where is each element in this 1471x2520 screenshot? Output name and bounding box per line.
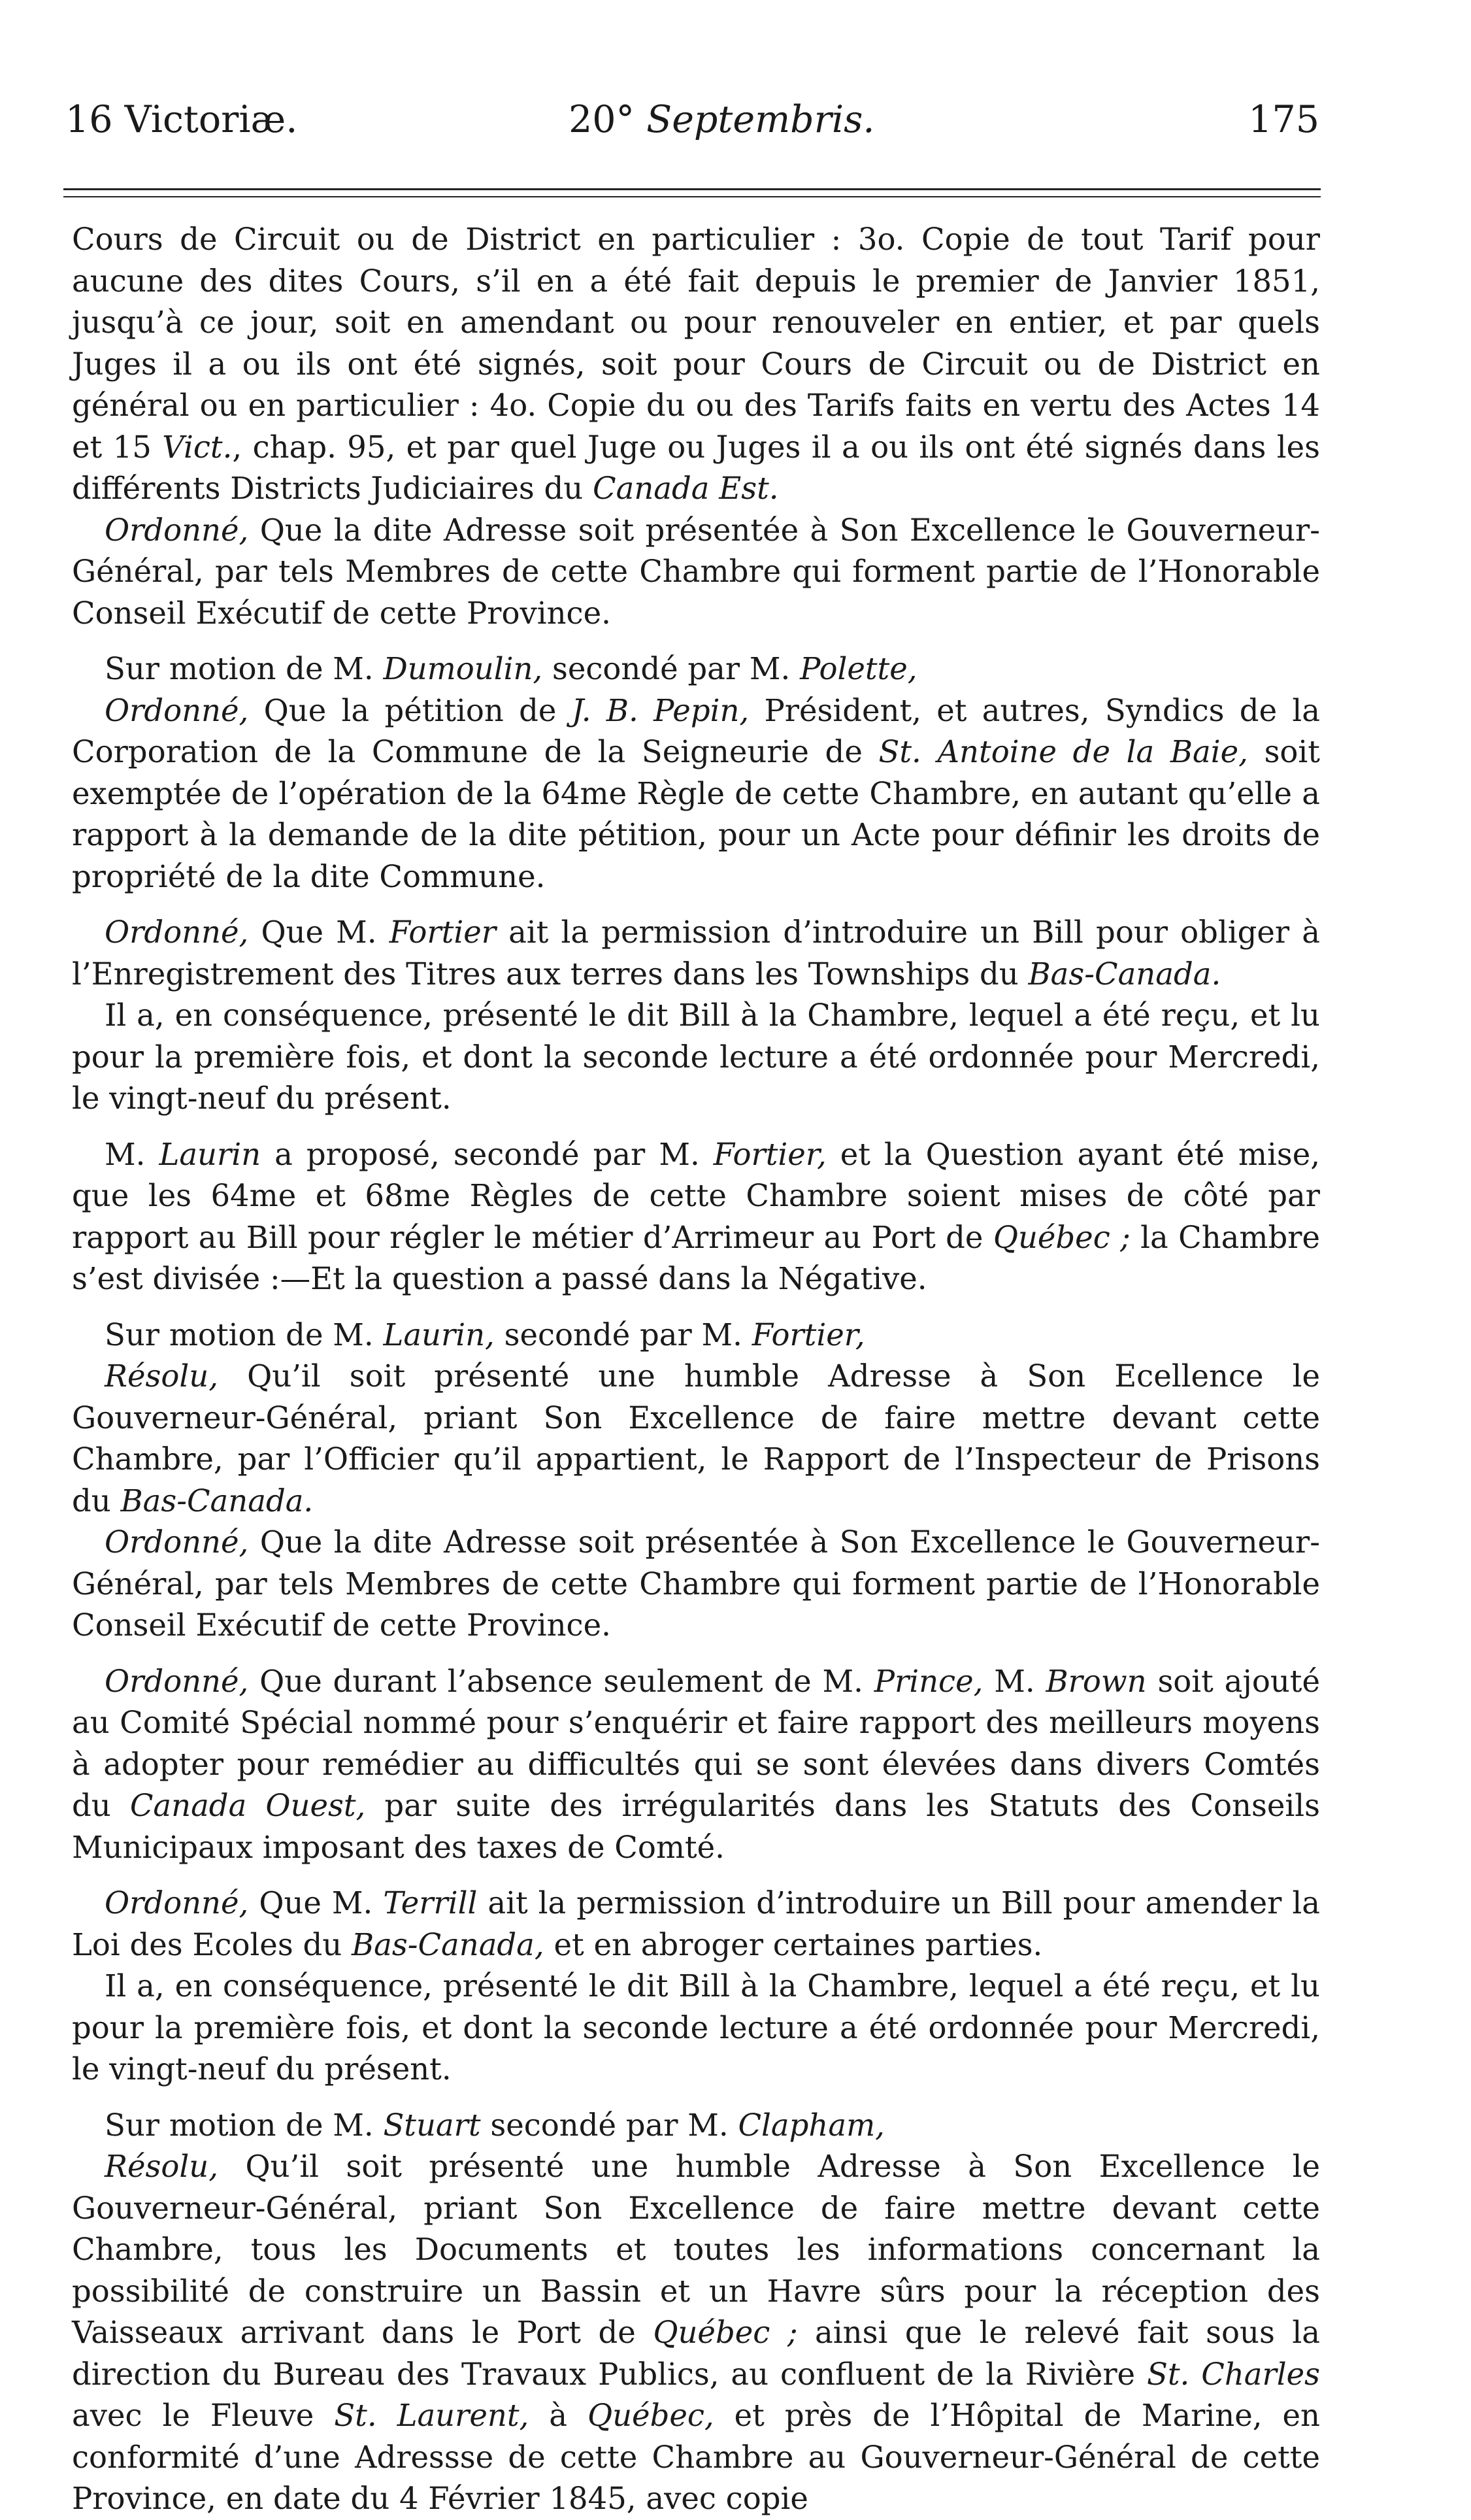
text-run: Que durant l’absence seulement de M.: [248, 1663, 874, 1699]
text-run: la Chambre s’est divisée :—Et la question a passé dans la Négative.: [72, 1219, 1320, 1296]
italic-run: Ordonné,: [105, 1524, 249, 1560]
italic-run: Brown: [1046, 1663, 1147, 1699]
page-number: 175: [1248, 98, 1319, 141]
paragraph: [72, 1134, 1320, 1300]
italic-run: Laurin: [159, 1136, 261, 1172]
page-body: [72, 219, 1320, 2520]
italic-run: St. Laurent,: [334, 2398, 529, 2433]
italic-run: Fortier,: [713, 1136, 827, 1172]
text-run: Qu’il soit présenté une humble Adresse à Son Excellence le Gouverneur-Général, priant Son Excellence de faire mettre devant cette Chambre, tous les Documents et toutes les informations concernant la possibilité de construire un Bassin et un Havre sûrs pour la réception des Vaisseaux arrivant dans le Port de: [72, 2149, 1320, 2350]
header-regnal-year: 16 Victoriæ.: [65, 98, 298, 141]
text-run: et près de l’Hôpital de Marine, en conformité d’une Adressse de cette Chambre au Gouverneur-Général de cette Province, en date du 4 Février 1845, avec copie: [72, 2398, 1320, 2516]
text-run: a proposé, secondé par M.: [261, 1136, 714, 1172]
text-run: Sur motion de M.: [105, 651, 384, 686]
italic-run: Fortier: [389, 915, 496, 950]
italic-run: Bas-Canada.: [1028, 956, 1221, 992]
italic-run: Vict.: [162, 429, 233, 465]
text-run: Il a, en conséquence, présenté le dit Bill à la Chambre, lequel a été reçu, et lu pour la première fois, et dont la seconde lecture a été ordonnée pour Mercredi, le vingt-neuf du présent.: [72, 1968, 1320, 2087]
text-run: Sur motion de M.: [105, 2107, 384, 2143]
italic-run: Ordonné,: [105, 1885, 249, 1921]
italic-run: St. Charles: [1147, 2356, 1320, 2392]
text-run: et en abroger certaines parties.: [544, 1926, 1043, 1962]
italic-run: Ordonné,: [105, 1663, 249, 1699]
italic-run: Québec,: [587, 2398, 714, 2433]
italic-run: Résolu,: [105, 2149, 218, 2184]
italic-run: Ordonné,: [105, 692, 249, 728]
italic-run: Stuart: [383, 2107, 481, 2143]
italic-run: Ordonné,: [105, 915, 249, 950]
text-run: Que M.: [248, 915, 389, 950]
text-run: Que M.: [248, 1885, 384, 1921]
paragraph: [72, 995, 1320, 1120]
text-run: soit ajouté au Comité Spécial nommé pour s’enquérir et faire rapport des meilleurs moyens à adopter pour remédier au difficultés qui se sont élevées dans divers Comtés du: [72, 1663, 1320, 1823]
italic-run: Canada Ouest,: [129, 1788, 366, 1823]
italic-run: Ordonné,: [105, 512, 249, 548]
text-run: Sur motion de M.: [105, 1317, 384, 1352]
text-run: et la Question ayant été mise, que les 64me et 68me Règles de cette Chambre soient mises de côté par rapport au Bill pour régler le métier d’Arrimeur au Port de: [72, 1136, 1320, 1255]
text-run: par suite des irrégularités dans les Statuts des Conseils Municipaux imposant des taxes de Comté.: [72, 1788, 1320, 1865]
italic-run: Bas-Canada,: [351, 1926, 544, 1962]
paragraph: [72, 219, 1320, 510]
text-run: ainsi que le relevé fait sous la direction du Bureau des Travaux Publics, au confluent de la Rivière: [72, 2315, 1320, 2392]
paragraph: [72, 1522, 1320, 1647]
header-date-month: Septembris.: [646, 98, 875, 141]
italic-run: St. Antoine de la Baie,: [878, 734, 1248, 769]
paragraph: [72, 510, 1320, 635]
paragraph: [72, 2105, 1320, 2147]
text-run: M.: [983, 1663, 1046, 1699]
text-run: Qu’il soit présenté une humble Adresse à Son Ecellence le Gouverneur-Général, priant Son Excellence de faire mettre devant cette Chambre, par l’Officier qu’il appartient, le Rapport de l’Inspecteur de Prisons du: [72, 1358, 1320, 1519]
paragraph: [72, 912, 1320, 995]
text-run: secondé par M.: [480, 2107, 738, 2143]
header-rule-bottom: [63, 196, 1321, 197]
paragraph: [72, 1966, 1320, 2091]
text-run: avec le Fleuve: [72, 2398, 335, 2433]
text-run: Que la dite Adresse soit présentée à Son Excellence le Gouverneur-Général, par tels Membres de cette Chambre qui forment partie de l’Honorable Conseil Exécutif de cette Province.: [72, 1524, 1320, 1643]
italic-run: Prince,: [874, 1663, 983, 1699]
text-run: secondé par M.: [494, 1317, 752, 1352]
italic-run: Québec ;: [993, 1219, 1131, 1255]
italic-run: Dumoulin,: [383, 651, 543, 686]
header-date: [569, 98, 874, 141]
italic-run: Clapham,: [738, 2107, 885, 2143]
italic-run: Canada Est.: [593, 471, 779, 506]
text-run: Il a, en conséquence, présenté le dit Bill à la Chambre, lequel a été reçu, et lu pour la première fois, et dont la seconde lecture a été ordonnée pour Mercredi, le vingt-neuf du présent.: [72, 998, 1320, 1116]
paragraph: [72, 1315, 1320, 1356]
italic-run: J. B. Pepin,: [571, 692, 750, 728]
text-run: M.: [105, 1136, 159, 1172]
text-run: secondé par M.: [542, 651, 801, 686]
paragraph: [72, 1883, 1320, 1966]
header-date-number: 20°: [569, 98, 635, 141]
text-run: Président, et autres, Syndics de la Corporation de la Commune de la Seigneurie de: [72, 692, 1320, 769]
italic-run: Québec ;: [653, 2315, 798, 2350]
paragraph: [72, 2146, 1320, 2520]
italic-run: Résolu,: [105, 1358, 218, 1394]
italic-run: Fortier,: [752, 1317, 865, 1352]
italic-run: Bas-Canada.: [120, 1483, 314, 1519]
text-run: ait la permission d’introduire un Bill pour amender la Loi des Ecoles du: [72, 1885, 1320, 1962]
text-run: à: [529, 2398, 587, 2433]
running-header: [0, 98, 1471, 170]
paragraph: [72, 648, 1320, 690]
paragraph: [72, 690, 1320, 898]
paragraph: [72, 1356, 1320, 1522]
paragraph: [72, 1661, 1320, 1869]
text-run: ait la permission d’introduire un Bill pour obliger à l’Enregistrement des Titres aux terres dans les Townships du: [72, 915, 1321, 992]
text-run: Que la dite Adresse soit présentée à Son Excellence le Gouverneur-Général, par tels Membres de cette Chambre qui forment partie de l’Honorable Conseil Exécutif de cette Province.: [72, 512, 1320, 631]
italic-run: Laurin,: [383, 1317, 495, 1352]
header-rule-top: [63, 188, 1321, 190]
italic-run: Polette,: [800, 651, 917, 686]
text-run: soit exemptée de l’opération de la 64me Règle de cette Chambre, en autant qu’elle a rapport à la demande de la dite pétition, pour un Acte pour définir les droits de propriété de la dite Commune.: [72, 734, 1320, 894]
text-run: Que la pétition de: [248, 692, 572, 728]
text-run: , chap. 95, et par quel Juge ou Juges il a ou ils ont été signés dans les différents Districts Judiciaires du: [72, 429, 1320, 506]
italic-run: Terrill: [383, 1885, 478, 1921]
text-run: Cours de Circuit ou de District en particulier : 3o. Copie de tout Tarif pour aucune des dites Cours, s’il en a été fait depuis le premier de Janvier 1851, jusqu’à ce jour, soit en amendant ou pour renouveler en entier, et par quels Juges il a ou ils ont été signés, soit pour Cours de Circuit ou de District en général ou en particulier : 4o. Copie du ou des Tarifs faits en vertu des Actes 14 et 15: [72, 222, 1320, 465]
